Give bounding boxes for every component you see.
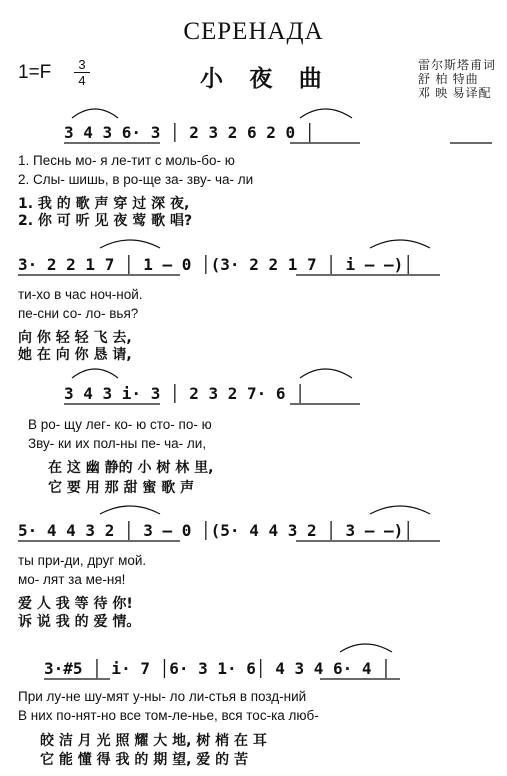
chinese-title: 小 夜 曲 <box>200 65 332 91</box>
notation-line-5: 3·#5 │ i· 7 │6· 3 1· 6│ 4 3 4 6· 4 │ <box>44 659 391 678</box>
slur-mark <box>72 369 118 378</box>
lyric-cn-2-1: 向 你 轻 轻 飞 去, <box>18 330 132 346</box>
slur-mark <box>100 506 160 514</box>
notation-line-4: 5· 4 4 3 2 │ 3 — 0 │(5· 4 4 3 2 │ 3 — —)│ <box>18 521 413 540</box>
credit-translator: 邓 映 易译配 <box>418 86 492 100</box>
credit-composer: 舒 柏 特曲 <box>418 72 479 86</box>
lyric-cn-5-1: 皎 洁 月 光 照 耀 大 地, 树 梢 在 耳 <box>40 733 267 749</box>
slur-mark <box>340 644 392 652</box>
lyric-ru-2-2: пе-сни со- ло- вья? <box>18 306 139 321</box>
song-title: СЕРЕНАДА <box>183 18 324 45</box>
lyric-ru-3-2: Зву- ки их пол-ны пе- ча- ли, <box>28 436 207 451</box>
lyric-ru-5-1: При лу-не шу-мят у-ны- ло ли-стья в позд-ний <box>18 689 307 704</box>
lyric-cn-4-1: 爱 人 我 等 待 你! <box>18 596 133 612</box>
lyric-ru-2-1: ти-хо в час ноч-ной. <box>18 287 143 302</box>
lyric-cn-5-2: 它 能 懂 得 我 的 期 望, 爱 的 苦 <box>40 752 249 768</box>
slur-mark <box>72 109 118 118</box>
key-signature: 1=F <box>18 62 52 83</box>
slur-mark <box>300 109 352 118</box>
lyric-ru-3-1: В ро- щу лег- ко- ю сто- по- ю <box>28 417 212 432</box>
lyric-ru-4-2: мо- лят за ме-ня! <box>18 572 126 587</box>
lyric-cn-3-1: 在 这 幽 静的 小 树 林 里, <box>48 460 214 476</box>
slur-mark <box>370 240 430 248</box>
lyric-ru-4-1: ты при-ди, друг мой. <box>18 553 147 568</box>
meter-top: 3 <box>78 57 86 72</box>
notation-line-3: 3 4 3 i· 3 │ 2 3 2 7· 6 │ <box>64 384 305 403</box>
lyric-ru-1-1: 1. Песнь мо- я ле-тит с моль-бо- ю <box>18 153 235 168</box>
notation-line-2: 3· 2 2 1 7 │ 1 — 0 │(3· 2 2 1 7 │ i — —)│ <box>18 255 413 274</box>
notation-line-1: 3 4 3 6· 3 │ 2 3 2 6 2 0 │ <box>64 123 315 142</box>
meter-bottom: 4 <box>78 73 86 88</box>
lyric-cn-4-2: 诉 说 我 的 爱 情。 <box>18 614 141 630</box>
slur-mark <box>300 369 352 378</box>
slur-mark <box>370 506 430 514</box>
lyric-cn-1-1: 1. 我 的 歌 声 穿 过 深 夜, <box>18 196 190 212</box>
lyric-cn-2-2: 她 在 向 你 恳 请, <box>18 347 132 363</box>
credit-lyricist: 雷尔斯塔甫词 <box>418 58 497 72</box>
lyric-ru-5-2: В них по-нят-но все том-ле-нье, вся тос-ка люб- <box>18 708 319 723</box>
slur-mark <box>100 240 160 248</box>
lyric-cn-1-2: 2. 你 可 听 见 夜 莺 歌 唱? <box>18 213 193 229</box>
lyric-ru-1-2: 2. Слы- шишь, в ро-ще за- зву- ча- ли <box>18 172 254 187</box>
lyric-cn-3-2: 它 要 用 那 甜 蜜 歌 声 <box>48 480 195 496</box>
